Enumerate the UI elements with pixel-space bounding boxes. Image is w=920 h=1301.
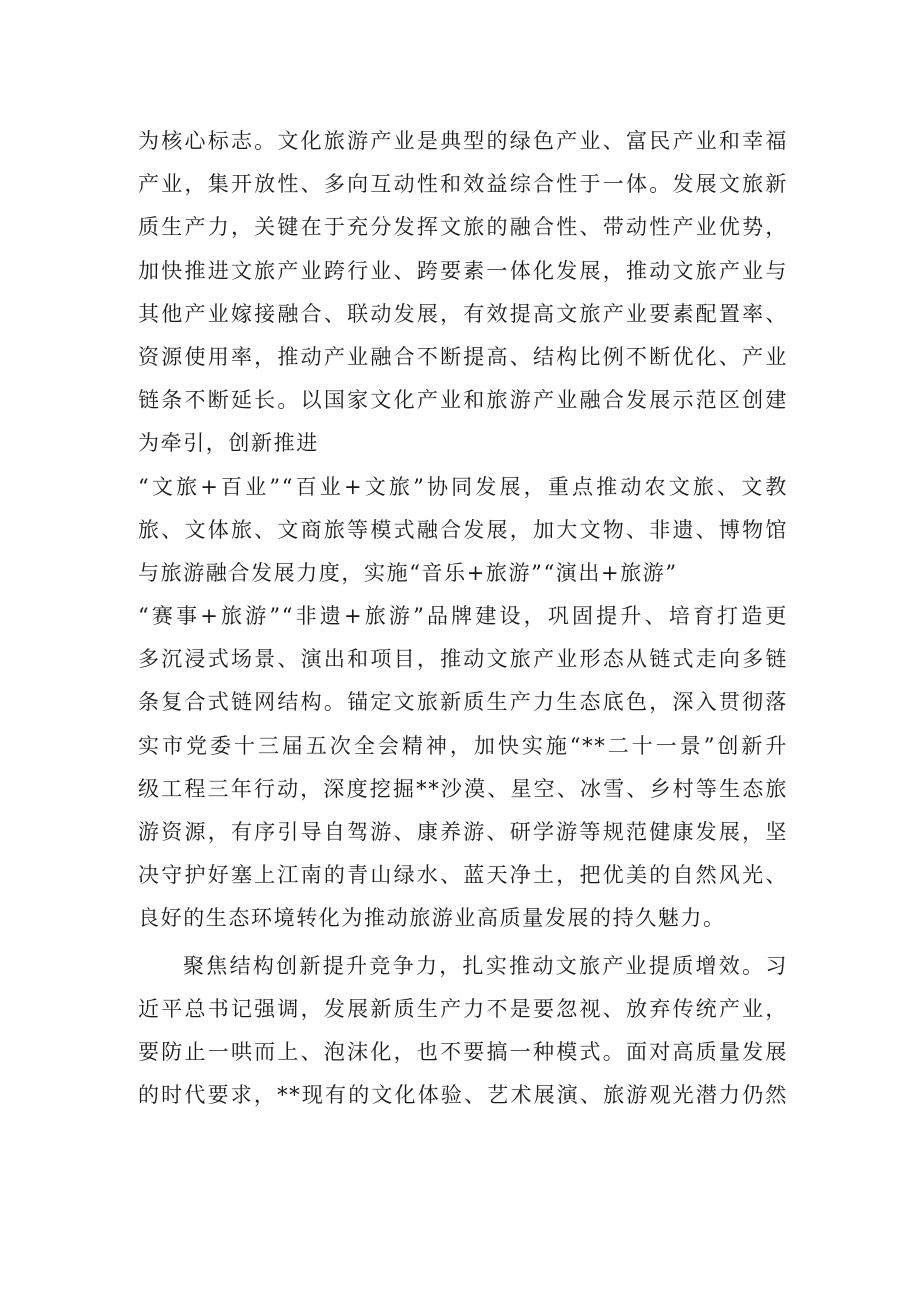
text-line: “赛事+旅游”“非遗+旅游”品牌建设，巩固提升、培育打造更 — [138, 604, 788, 629]
text-line: 其他产业嫁接融合、联动发展，有效提高文旅产业要素配置率、 — [138, 301, 788, 326]
document-body — [138, 120, 788, 1117]
text-line: 要防止一哄而上、泡沫化，也不要搞一种模式。面对高质量发展 — [138, 1039, 788, 1064]
text-line: 链条不断延长。以国家文化产业和旅游产业融合发展示范区创建 — [138, 388, 788, 413]
text-line: 与旅游融合发展力度，实施“音乐+旅游”“演出+旅游” — [138, 560, 678, 585]
text-line: 为核心标志。文化旅游产业是典型的绿色产业、富民产业和幸福 — [138, 129, 788, 153]
text-line: 资源使用率，推动产业融合不断提高、结构比例不断优化、产业 — [138, 344, 788, 369]
text-line: 决守护好塞上江南的青山绿水、蓝天净土，把优美的自然风光、 — [138, 863, 788, 888]
text-line: 质生产力，关键在于充分发挥文旅的融合性、带动性产业优势， — [138, 215, 788, 240]
text-line: 近平总书记强调，发展新质生产力不是要忽视、放弃传统产业， — [138, 996, 788, 1021]
text-line: 级工程三年行动，深度挖掘**沙漠、星空、冰雪、乡村等生态旅 — [138, 776, 788, 801]
text-line: 为牵引，创新推进 — [138, 431, 319, 456]
text-line: 多沉浸式场景、演出和项目，推动文旅产业形态从链式走向多链 — [138, 647, 788, 672]
text-line: 加快推进文旅产业跨行业、跨要素一体化发展，推动文旅产业与 — [138, 258, 788, 283]
text-line: “文旅+百业”“百业+文旅”协同发展，重点推动农文旅、文教 — [138, 474, 788, 499]
paragraph-first-line: 聚焦结构创新提升竞争力，扎实推动文旅产业提质增效。习 — [183, 953, 788, 978]
text-line: 游资源，有序引导自驾游、康养游、研学游等规范健康发展，坚 — [138, 820, 788, 844]
text-line: 的时代要求，**现有的文化体验、艺术展演、旅游观光潜力仍然 — [138, 1083, 788, 1108]
text-line: 实市党委十三届五次全会精神，加快实施“**二十一景”创新升 — [138, 733, 788, 758]
text-line: 旅、文体旅、文商旅等模式融合发展，加大文物、非遗、博物馆 — [138, 517, 788, 542]
text-line: 条复合式链网结构。锚定文旅新质生产力生态底色，深入贯彻落 — [138, 690, 788, 715]
text-line: 良好的生态环境转化为推动旅游业高质量发展的持久魅力。 — [138, 906, 726, 931]
text-line: 产业，集开放性、多向互动性和效益综合性于一体。发展文旅新 — [138, 172, 788, 197]
